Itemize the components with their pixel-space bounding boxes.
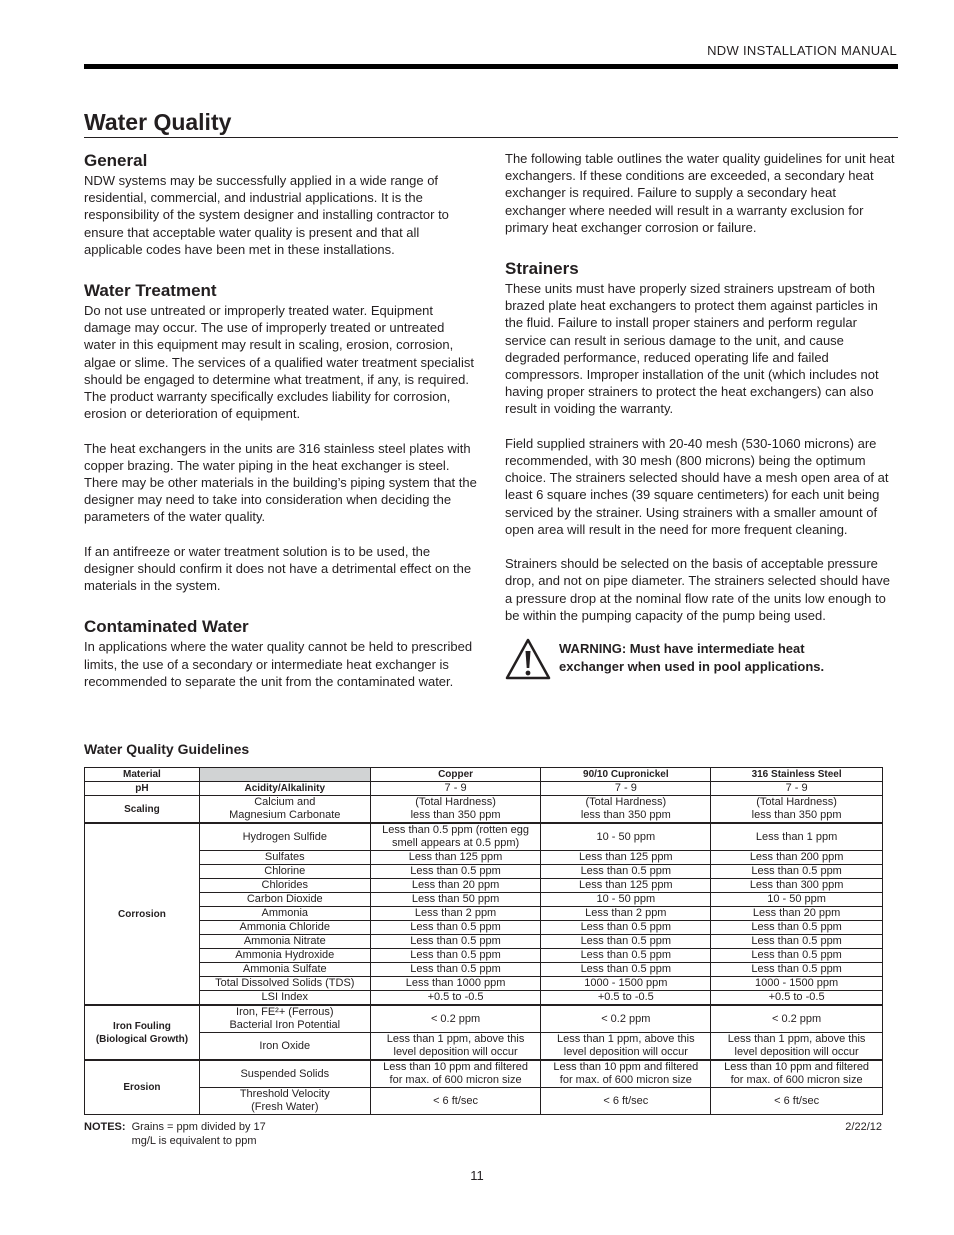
contaminated-water-text: In applications where the water quality cannot be held to prescribed limits, the use of a secondary or intermediate heat exchanger is recommended to separate the unit from the contaminated water. xyxy=(84,639,473,689)
group-line: Iron Fouling xyxy=(113,1020,171,1032)
warning-icon xyxy=(505,638,551,680)
cell-copper: Less than 1000 ppm xyxy=(370,977,541,991)
table-row xyxy=(85,796,883,824)
cell-cupronickel xyxy=(541,1033,711,1061)
strainers-p1: These units must have properly sized strainers upstream of both brazed plate heat exchangers to protect them against particles in the fluid. Failure to install proper stainers and perform regular service can result in serious damage to the unit, and cause degraded performance, reduced operating life and failed compressors. Improper installation of the unit (which includes not having proper strainers to protect the heat exchangers) can also result in voiding the warranty. xyxy=(505,281,879,417)
table-row xyxy=(85,893,883,907)
cell-copper: Less than 0.5 ppm xyxy=(370,949,541,963)
cell-cupronickel: Less than 0.5 ppm xyxy=(541,935,711,949)
warning-text xyxy=(559,640,824,676)
cell-stainless: < 6 ft/sec xyxy=(711,1088,883,1115)
param-label: Chlorine xyxy=(199,865,370,879)
cell-copper xyxy=(370,823,541,851)
cell-stainless: 1000 - 1500 ppm xyxy=(711,977,883,991)
contaminated-water-heading: Contaminated Water xyxy=(84,617,249,637)
label-line: (Fresh Water) xyxy=(251,1101,319,1113)
value-line: less than 350 ppm xyxy=(410,809,501,821)
value-line: level deposition will occur xyxy=(734,1046,859,1058)
label-line: Calcium and xyxy=(254,796,316,808)
page-title: Water Quality xyxy=(84,108,898,138)
table-row xyxy=(85,865,883,879)
table-row xyxy=(85,907,883,921)
label-line: Magnesium Carbonate xyxy=(229,809,341,821)
water-quality-table xyxy=(84,767,883,1115)
cell-stainless xyxy=(711,1033,883,1061)
cell-cupronickel: 10 - 50 ppm xyxy=(541,893,711,907)
value-line: Less than 10 ppm and filtered xyxy=(553,1061,699,1073)
param-label: LSI Index xyxy=(199,991,370,1006)
water-treatment-p1: Do not use untreated or improperly treated water. Equipment damage may occur. The use of improperly treated or untreated water in this equipment may result in scaling, erosion, corrosion, algae or slime. The services of a qualified water treatment specialist should be engaged to determine what treatment, if any, is required. The product warranty specifically excludes liability for corrosion, erosion or deterioration of equipment. xyxy=(84,303,474,422)
cell-copper: +0.5 to -0.5 xyxy=(370,991,541,1006)
label-line: Bacterial Iron Potential xyxy=(229,1019,341,1031)
param-label xyxy=(199,1005,370,1033)
cell-cupronickel: < 6 ft/sec xyxy=(541,1088,711,1115)
cell-stainless: Less than 0.5 ppm xyxy=(711,935,883,949)
value-line: less than 350 ppm xyxy=(751,809,842,821)
cell-stainless: Less than 1 ppm xyxy=(711,823,883,851)
param-label: Carbon Dioxide xyxy=(199,893,370,907)
param-label xyxy=(199,1088,370,1115)
group-ph: pH xyxy=(85,782,200,796)
header-material: Material xyxy=(85,768,200,782)
cell-stainless: Less than 0.5 ppm xyxy=(711,921,883,935)
table-row xyxy=(85,1005,883,1033)
cell-cupronickel: 10 - 50 ppm xyxy=(541,823,711,851)
group-iron-fouling xyxy=(85,1005,200,1060)
cell-cupronickel: 7 - 9 xyxy=(541,782,711,796)
param-label: Ammonia Chloride xyxy=(199,921,370,935)
table-row xyxy=(85,991,883,1006)
cell-cupronickel: Less than 2 ppm xyxy=(541,907,711,921)
param-label: Acidity/Alkalinity xyxy=(199,782,370,796)
cell-cupronickel: Less than 0.5 ppm xyxy=(541,963,711,977)
label-line: Iron, FE²+ (Ferrous) xyxy=(236,1006,334,1018)
header-blank xyxy=(199,768,370,782)
page-number: 11 xyxy=(470,1168,484,1183)
water-treatment-p3: If an antifreeze or water treatment solution is to be used, the designer should confirm it does not have a detrimental effect on the materials in the system. xyxy=(84,543,472,594)
cell-stainless: 10 - 50 ppm xyxy=(711,893,883,907)
header-cupronickel: 90/10 Cupronickel xyxy=(541,768,711,782)
cell-copper: Less than 2 ppm xyxy=(370,907,541,921)
cell-stainless: Less than 0.5 ppm xyxy=(711,865,883,879)
warning-box xyxy=(505,640,898,680)
cell-cupronickel: +0.5 to -0.5 xyxy=(541,991,711,1006)
value-line: for max. of 600 micron size xyxy=(559,1074,692,1086)
cell-cupronickel xyxy=(541,796,711,824)
strainers-p3: Strainers should be selected on the basis of acceptable pressure drop, and not on pipe diameter. The strainers selected should have a pressure drop at the nominal flow rate of the units low enough to be within the pumping capacity of the pump being used. xyxy=(505,556,890,623)
table-date: 2/22/12 xyxy=(845,1121,882,1133)
param-label: Suspended Solids xyxy=(199,1060,370,1088)
cell-cupronickel: Less than 0.5 ppm xyxy=(541,921,711,935)
cell-cupronickel: Less than 0.5 ppm xyxy=(541,865,711,879)
cell-stainless: Less than 200 ppm xyxy=(711,851,883,865)
cell-cupronickel xyxy=(541,1060,711,1088)
group-line: (Biological Growth) xyxy=(95,1033,189,1045)
param-label xyxy=(199,796,370,824)
manual-title: NDW INSTALLATION MANUAL xyxy=(707,43,897,58)
table-row xyxy=(85,963,883,977)
note-line-1: Grains = ppm divided by 17 xyxy=(131,1121,266,1133)
value-line: (Total Hardness) xyxy=(585,796,667,808)
strainers-heading: Strainers xyxy=(505,259,579,279)
param-label: Ammonia Hydroxide xyxy=(199,949,370,963)
cell-copper: Less than 0.5 ppm xyxy=(370,865,541,879)
cell-copper: Less than 0.5 ppm xyxy=(370,921,541,935)
value-line: for max. of 600 micron size xyxy=(389,1074,522,1086)
label-line: Threshold Velocity xyxy=(239,1088,330,1100)
value-line: Less than 1 ppm, above this xyxy=(386,1033,525,1045)
value-line: level deposition will occur xyxy=(563,1046,688,1058)
cell-cupronickel: < 0.2 ppm xyxy=(541,1005,711,1033)
value-line: Less than 1 ppm, above this xyxy=(727,1033,866,1045)
cell-stainless xyxy=(711,1060,883,1088)
value-line: for max. of 600 micron size xyxy=(730,1074,863,1086)
group-corrosion: Corrosion xyxy=(85,823,200,1005)
water-treatment-p2: The heat exchangers in the units are 316 stainless steel plates with copper brazing. The water piping in the heat exchanger is steel. There may be other materials in the building’s piping system that the designer may need to take into consideration when deciding the parameters of the water quality. xyxy=(84,440,477,525)
table-notes xyxy=(84,1121,266,1148)
left-column xyxy=(84,150,477,690)
value-line: less than 350 ppm xyxy=(580,809,671,821)
warning-line-2: exchanger when used in pool applications. xyxy=(559,659,825,675)
cell-stainless: +0.5 to -0.5 xyxy=(711,991,883,1006)
value-line: Less than 10 ppm and filtered xyxy=(383,1061,529,1073)
cell-copper xyxy=(370,1033,541,1061)
cell-copper: Less than 0.5 ppm xyxy=(370,935,541,949)
group-scaling: Scaling xyxy=(85,796,200,824)
table-row xyxy=(85,851,883,865)
table-row xyxy=(85,935,883,949)
strainers-p2: Field supplied strainers with 20-40 mesh (530-1060 microns) are recommended, with 30 mesh (800 microns) being the optimum choice. The strainers selected should have a mesh open area of at least 6 square inches (39 square centimeters) for each unit being serviced by the strainer. Using strainers with a smaller amount of open area will result in the need for more frequent cleaning. xyxy=(505,435,889,537)
general-text: NDW systems may be successfully applied in a wide range of residential, commercial, and industrial applications. It is the responsibility of the system designer and installing contractor to ensure that acceptable water quality is present and that all applicable codes have been met in these installations. xyxy=(84,173,449,257)
header-rule xyxy=(84,64,898,69)
value-line: Less than 10 ppm and filtered xyxy=(724,1061,870,1073)
value-line: (Total Hardness) xyxy=(756,796,837,808)
param-label: Hydrogen Sulfide xyxy=(199,823,370,851)
table-row xyxy=(85,1088,883,1115)
value-line: (Total Hardness) xyxy=(415,796,496,808)
param-label: Ammonia Sulfate xyxy=(199,963,370,977)
table-row xyxy=(85,1060,883,1088)
cell-copper: Less than 0.5 ppm xyxy=(370,963,541,977)
notes-label: NOTES: xyxy=(84,1121,126,1133)
cell-cupronickel: 1000 - 1500 ppm xyxy=(541,977,711,991)
general-heading: General xyxy=(84,151,148,170)
param-label: Ammonia Nitrate xyxy=(199,935,370,949)
table-title: Water Quality Guidelines xyxy=(84,741,250,757)
header-copper: Copper xyxy=(370,768,541,782)
table-row xyxy=(85,879,883,893)
header-stainless: 316 Stainless Steel xyxy=(711,768,883,782)
cell-copper: Less than 20 ppm xyxy=(370,879,541,893)
value-line: Less than 0.5 ppm (rotten egg xyxy=(382,824,529,836)
group-erosion: Erosion xyxy=(85,1060,200,1115)
cell-copper: Less than 125 ppm xyxy=(370,851,541,865)
cell-copper xyxy=(370,1060,541,1088)
table-row xyxy=(85,782,883,796)
cell-copper: 7 - 9 xyxy=(370,782,541,796)
water-treatment-heading: Water Treatment xyxy=(84,281,217,301)
cell-stainless: 7 - 9 xyxy=(711,782,883,796)
table-header-row xyxy=(85,768,883,782)
param-label: Ammonia xyxy=(199,907,370,921)
cell-stainless: Less than 0.5 ppm xyxy=(711,963,883,977)
cell-cupronickel: Less than 125 ppm xyxy=(541,851,711,865)
table-row xyxy=(85,921,883,935)
table-row xyxy=(85,1033,883,1061)
right-column xyxy=(505,150,898,680)
cell-cupronickel: Less than 0.5 ppm xyxy=(541,949,711,963)
cell-copper: Less than 50 ppm xyxy=(370,893,541,907)
value-line: Less than 1 ppm, above this xyxy=(557,1033,695,1045)
cell-stainless: Less than 300 ppm xyxy=(711,879,883,893)
cell-cupronickel: Less than 125 ppm xyxy=(541,879,711,893)
warning-line-1: WARNING: Must have intermediate heat xyxy=(559,641,805,657)
param-label: Chlorides xyxy=(199,879,370,893)
param-label: Sulfates xyxy=(199,851,370,865)
cell-stainless: Less than 20 ppm xyxy=(711,907,883,921)
param-label: Total Dissolved Solids (TDS) xyxy=(199,977,370,991)
cell-stainless: Less than 0.5 ppm xyxy=(711,949,883,963)
value-line: level deposition will occur xyxy=(393,1046,518,1058)
table-row xyxy=(85,823,883,851)
cell-copper: < 0.2 ppm xyxy=(370,1005,541,1033)
table-row xyxy=(85,977,883,991)
note-line-2: mg/L is equivalent to ppm xyxy=(131,1134,257,1147)
value-line: smell appears at 0.5 ppm) xyxy=(391,837,520,849)
cell-copper: < 6 ft/sec xyxy=(370,1088,541,1115)
param-label: Iron Oxide xyxy=(199,1033,370,1061)
cell-stainless xyxy=(711,796,883,824)
table-row xyxy=(85,949,883,963)
cell-copper xyxy=(370,796,541,824)
intro-text: The following table outlines the water quality guidelines for unit heat exchangers. If these conditions are exceeded, a secondary heat exchanger is required. Failure to supply a secondary heat exchanger where needed will result in a warranty exclusion for primary heat exchanger corrosion or failure. xyxy=(505,151,895,235)
cell-stainless: < 0.2 ppm xyxy=(711,1005,883,1033)
